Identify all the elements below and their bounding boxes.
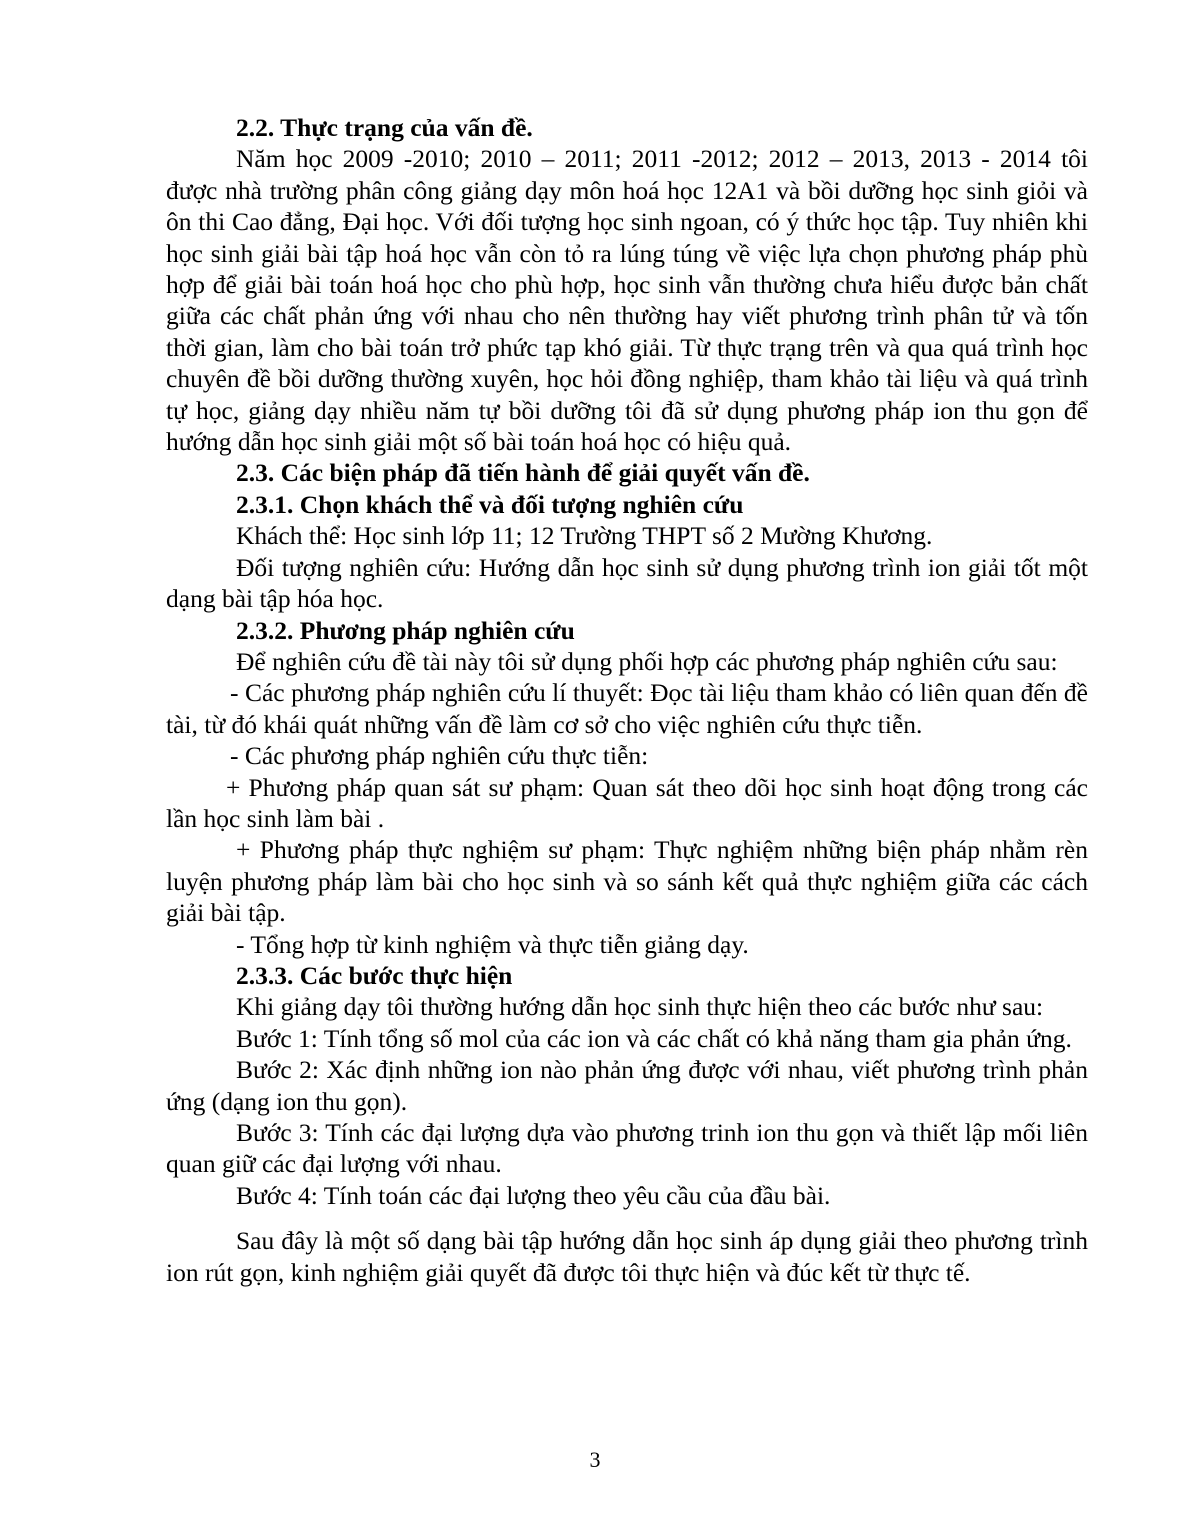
page-content xyxy=(166,112,1088,1288)
heading-phuong-phap: 2.3.2. Phương pháp nghiên cứu xyxy=(236,615,575,645)
heading-bien-phap: 2.3. Các biện pháp đã tiến hành để giải quyết vấn đề. xyxy=(236,458,810,488)
paragraph-phuong-phap-intro: Để nghiên cứu đề tài này tôi sử dụng phối hợp các phương pháp nghiên cứu sau: xyxy=(236,646,1058,676)
paragraph-tong-hop: - Tổng hợp từ kinh nghiệm và thực tiễn giảng dạy. xyxy=(236,929,749,959)
paragraph-thuc-nghiem: + Phương pháp thực nghiệm sư phạm: Thực nghiệm những biện pháp nhằm rèn luyện phương pháp làm bài cho học sinh và so sánh kết quả thực nghiệm giữa các cách giải bài tập. xyxy=(166,835,1088,928)
paragraph-thuc-trang: Năm học 2009 -2010; 2010 – 2011; 2011 -2012; 2012 – 2013, 2013 - 2014 tôi được nhà trường phân công giảng dạy môn hoá học 12A1 và bồi dưỡng học sinh giỏi và ôn thi Cao đẳng, Đại học. Với đối tượng học sinh ngoan, có ý thức học tập. Tuy nhiên khi học sinh giải bài tập hoá học vẫn còn tỏ ra lúng túng về việc lựa chọn phương pháp phù hợp để giải bài toán hoá học cho phù hợp, học sinh vẫn thường chưa hiểu được bản chất giữa các chất phản ứng với nhau cho nên thường hay viết phương trình phân tử và tốn thời gian, làm cho bài toán trở phức tạp khó giải. Từ thực trạng trên và qua quá trình học chuyên đề bồi dưỡng thường xuyên, học hỏi đồng nghiệp, tham khảo tài liệu và quá trình tự học, giảng dạy nhiều năm tự bồi dưỡng tôi đã sử dụng phương pháp ion thu gọn để hướng dẫn học sinh giải một số bài toán hoá học có hiệu quả. xyxy=(166,144,1088,457)
paragraph-sau-day: Sau đây là một số dạng bài tập hướng dẫn học sinh áp dụng giải theo phương trình ion rút gọn, kinh nghiệm giải quyết đã được tôi thực hiện và đúc kết từ thực tế. xyxy=(166,1226,1088,1287)
paragraph-quan-sat: + Phương pháp quan sát sư phạm: Quan sát theo dõi học sinh hoạt động trong các lần học sinh làm bài . xyxy=(166,772,1088,833)
paragraph-pp-li-thuyet: - Các phương pháp nghiên cứu lí thuyết: Đọc tài liệu tham khảo có liên quan đến đề tài, từ đó khái quát những vấn đề làm cơ sở cho việc nghiên cứu thực tiễn. xyxy=(166,678,1088,739)
paragraph-buoc-1: Bước 1: Tính tổng số mol của các ion và các chất có khả năng tham gia phản ứng. xyxy=(236,1023,1072,1053)
paragraph-buoc-intro: Khi giảng dạy tôi thường hướng dẫn học sinh thực hiện theo các bước như sau: xyxy=(236,992,1044,1022)
page-number: 3 xyxy=(589,1447,601,1472)
paragraph-buoc-2: Bước 2: Xác định những ion nào phản ứng được với nhau, viết phương trình phản ứng (dạng ion thu gọn). xyxy=(166,1055,1088,1116)
heading-thuc-trang: 2.2. Thực trạng của vấn đề. xyxy=(236,113,533,142)
paragraph-pp-thuc-tien: - Các phương pháp nghiên cứu thực tiễn: xyxy=(230,741,649,771)
heading-cac-buoc: 2.3.3. Các bước thực hiện xyxy=(236,960,513,990)
paragraph-khach-the: Khách thể: Học sinh lớp 11; 12 Trường THPT số 2 Mường Khương. xyxy=(236,521,933,551)
paragraph-buoc-4: Bước 4: Tính toán các đại lượng theo yêu cầu của đầu bài. xyxy=(236,1180,831,1210)
heading-khach-the: 2.3.1. Chọn khách thể và đối tượng nghiên cứu xyxy=(236,489,744,519)
paragraph-doi-tuong: Đối tượng nghiên cứu: Hướng dẫn học sinh sử dụng phương trình ion giải tốt một dạng bài tập hóa học. xyxy=(166,552,1088,614)
paragraph-buoc-3: Bước 3: Tính các đại lượng dựa vào phương trinh ion thu gọn và thiết lập mối liên quan giữ các đại lượng với nhau. xyxy=(166,1118,1088,1179)
